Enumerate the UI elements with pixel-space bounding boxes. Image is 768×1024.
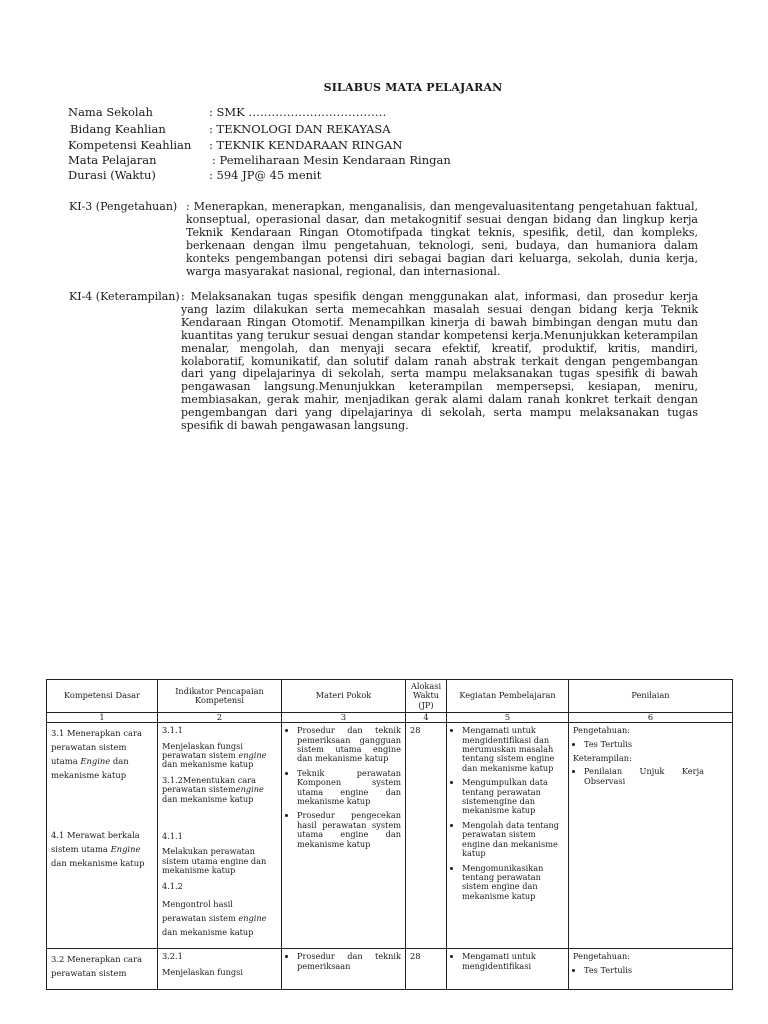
kegiatan-cell: [447, 723, 569, 949]
kompetensi-dasar-cell: [47, 949, 158, 990]
ki3-text: : Menerapkan, menerapkan, menganalisis, dan mengevaluasitentang pengetahuan faktual, konseptual, operasional dasar, dan metakognitif sesuai dengan bidang dan lingkup kerja Teknik Kendaraan Ringan Otomotifpada tingkat teknis, spesifik, detil, dan kompleks, berkenaan dengan ilmu pengetahuan, teknologi, seni, budaya, dan humaniora dalam konteks pengembangan potensi diri sebagai bagian dari keluarga, sekolah, dunia kerja, warga masyarakat nasional, regional, dan internasional.: [186, 200, 698, 278]
materi-pokok-cell: [282, 723, 406, 949]
header-materi-pokok: Materi Pokok: [282, 680, 406, 713]
column-number: 2: [158, 713, 282, 723]
table-row: [47, 949, 733, 990]
indikator-cell: [158, 723, 282, 949]
materi-list: [286, 952, 401, 971]
keterampilan-label: Keterampilan:: [573, 753, 632, 764]
indikator-3-2-1-number: 3.2.1: [162, 951, 183, 962]
indikator-4-1-2-text: Mengontrol hasil perawatan sistem engine dan mekanisme katup: [162, 899, 267, 938]
list-item: • Mengumpulkan data tentang perawatan sistemengine dan mekanisme katup: [462, 778, 564, 816]
list-item: • Mengamati untuk mengidentifikasi dan merumuskan masalah tentang sistem engine dan mekanisme katup: [462, 726, 564, 773]
header-penilaian: Penilaian: [569, 680, 733, 713]
durasi-value: : 594 JP@ 45 menit: [209, 167, 322, 182]
kegiatan-list: [451, 726, 564, 901]
materi-pokok-cell: [282, 949, 406, 990]
penilaian-cell: [569, 949, 733, 990]
pengetahuan-list: [573, 740, 728, 749]
durasi-label: Durasi (Waktu): [68, 167, 156, 182]
column-number: 5: [447, 713, 569, 723]
header-alokasi-waktu: Alokasi Waktu (JP): [406, 680, 447, 713]
list-item: • Tes Tertulis: [584, 740, 728, 749]
bidang-keahlian-value: : TEKNOLOGI DAN REKAYASA: [209, 121, 391, 136]
header-indikator: Indikator Pencapaian Kompetensi: [158, 680, 282, 713]
alokasi-waktu-cell: 28: [406, 949, 447, 990]
kd-4-1: 4.1 Merawat berkala sistem utama Engine dan mekanisme katup: [51, 830, 145, 869]
penilaian-cell: [569, 723, 733, 949]
pengetahuan-list: [573, 966, 728, 975]
table-header-row: [47, 680, 733, 713]
kegiatan-cell: [447, 949, 569, 990]
materi-list: [286, 726, 401, 849]
indikator-4-1-1-number: 4.1.1: [162, 831, 183, 842]
kompetensi-dasar-cell: [47, 723, 158, 949]
kompetensi-keahlian-value: : TEKNIK KENDARAAN RINGAN: [209, 138, 403, 152]
ki3-label: KI-3 (Pengetahuan): [69, 200, 178, 213]
list-item: • Prosedur dan teknik pemeriksaan: [297, 952, 401, 971]
indikator-3-1-1-text: Menjelaskan fungsi perawatan sistem engine dan mekanisme katup: [162, 740, 267, 770]
kd-3-1: 3.1 Menerapkan cara perawatan sistem utama Engine dan mekanisme katup: [51, 728, 143, 781]
indikator-cell: [158, 949, 282, 990]
bidang-keahlian-label: Bidang Keahlian: [70, 121, 166, 136]
ki4-section: [69, 291, 698, 433]
list-item: • Prosedur dan teknik pemeriksaan gangguan sistem utama engine dan mekanisme katup: [297, 726, 401, 764]
list-item: • Tes Tertulis: [584, 966, 728, 975]
column-number: 6: [569, 713, 733, 723]
ki3-section: [69, 201, 698, 278]
list-item: • Penilaian Unjuk Kerja Observasi: [584, 767, 704, 786]
nama-sekolah-label: Nama Sekolah: [68, 105, 153, 119]
ki4-text: : Melaksanakan tugas spesifik dengan menggunakan alat, informasi, dan prosedur kerja yang lazim dilakukan serta memecahkan masalah sesuai dengan bidang kerja Teknik Kendaraan Ringan Otomotif. Menampilkan kinerja di bawah bimbingan dengan mutu dan kuantitas yang terukur sesuai dengan standar kompetensi kerja.Menunjukkan keterampilan menalar, mengolah, dan menyaji secara efektif, kreatif, produktif, kritis, mandiri, kolaboratif, komunikatif, dan solutif dalam ranah abstrak terkait dengan pengembangan dari yang dipelajarinya di sekolah, serta mampu melaksanakan tugas spesifik di bawah pengawasan langsung.Menunjukkan keterampilan mempersepsi, kesiapan, meniru, membiasakan, gerak mahir, menjadikan gerak alami dalam ranah konkret terkait dengan pengembangan dari yang dipelajarinya di sekolah, serta mampu melaksanakan tugas spesifik di bawah pengawasan langsung.: [181, 290, 698, 433]
column-number: 3: [282, 713, 406, 723]
indikator-4-1-1-text: Melakukan perawatan sistem utama engine dan mekanisme katup: [162, 846, 267, 876]
kompetensi-keahlian-label: Kompetensi Keahlian: [68, 138, 192, 152]
column-number: 1: [47, 713, 158, 723]
keterampilan-list: [573, 767, 704, 786]
header-kegiatan: Kegiatan Pembelajaran: [447, 680, 569, 713]
indikator-3-2-1-text: Menjelaskan fungsi: [162, 966, 243, 977]
mata-pelajaran-label: Mata Pelajaran: [68, 152, 157, 167]
mata-pelajaran-value: : Pemeliharaan Mesin Kendaraan Ringan: [212, 152, 451, 167]
list-item: • Mengamati untuk mengidentifikasi: [462, 952, 564, 971]
header-kompetensi-dasar: Kompetensi Dasar: [47, 680, 158, 713]
list-item: • Mengomunikasikan tentang perawatan sistem engine dan mekanisme katup: [462, 864, 564, 902]
pengetahuan-label: Pengetahuan:: [573, 951, 630, 962]
pengetahuan-label: Pengetahuan:: [573, 725, 630, 736]
list-item: • Teknik perawatan Komponen system utama engine dan mekanisme katup: [297, 769, 401, 807]
kegiatan-list: [451, 952, 564, 971]
ki4-label: KI-4 (Keterampilan): [69, 290, 180, 303]
kd-3-2: 3.2 Menerapkan cara perawatan sistem: [51, 954, 143, 979]
indikator-4-1-2-number: 4.1.2: [162, 880, 183, 891]
column-number: 4: [406, 713, 447, 723]
nama-sekolah-value: : SMK ………………………………: [209, 105, 387, 119]
page-title: SILABUS MATA PELAJARAN: [323, 81, 503, 94]
table-row: [47, 723, 733, 949]
syllabus-table: [46, 679, 733, 990]
indikator-3-1-1-number: 3.1.1: [162, 725, 183, 736]
indikator-3-1-2: 3.1.2Menentukan cara perawatan sistemengine dan mekanisme katup: [162, 774, 264, 804]
table-number-row: [47, 713, 733, 723]
list-item: • Mengolah data tentang perawatan sistem engine dan mekanisme katup: [462, 821, 564, 859]
alokasi-waktu-cell: 28: [406, 723, 447, 949]
list-item: • Prosedur pengecekan hasil perawatan system utama engine dan mekanisme katup: [297, 811, 401, 849]
